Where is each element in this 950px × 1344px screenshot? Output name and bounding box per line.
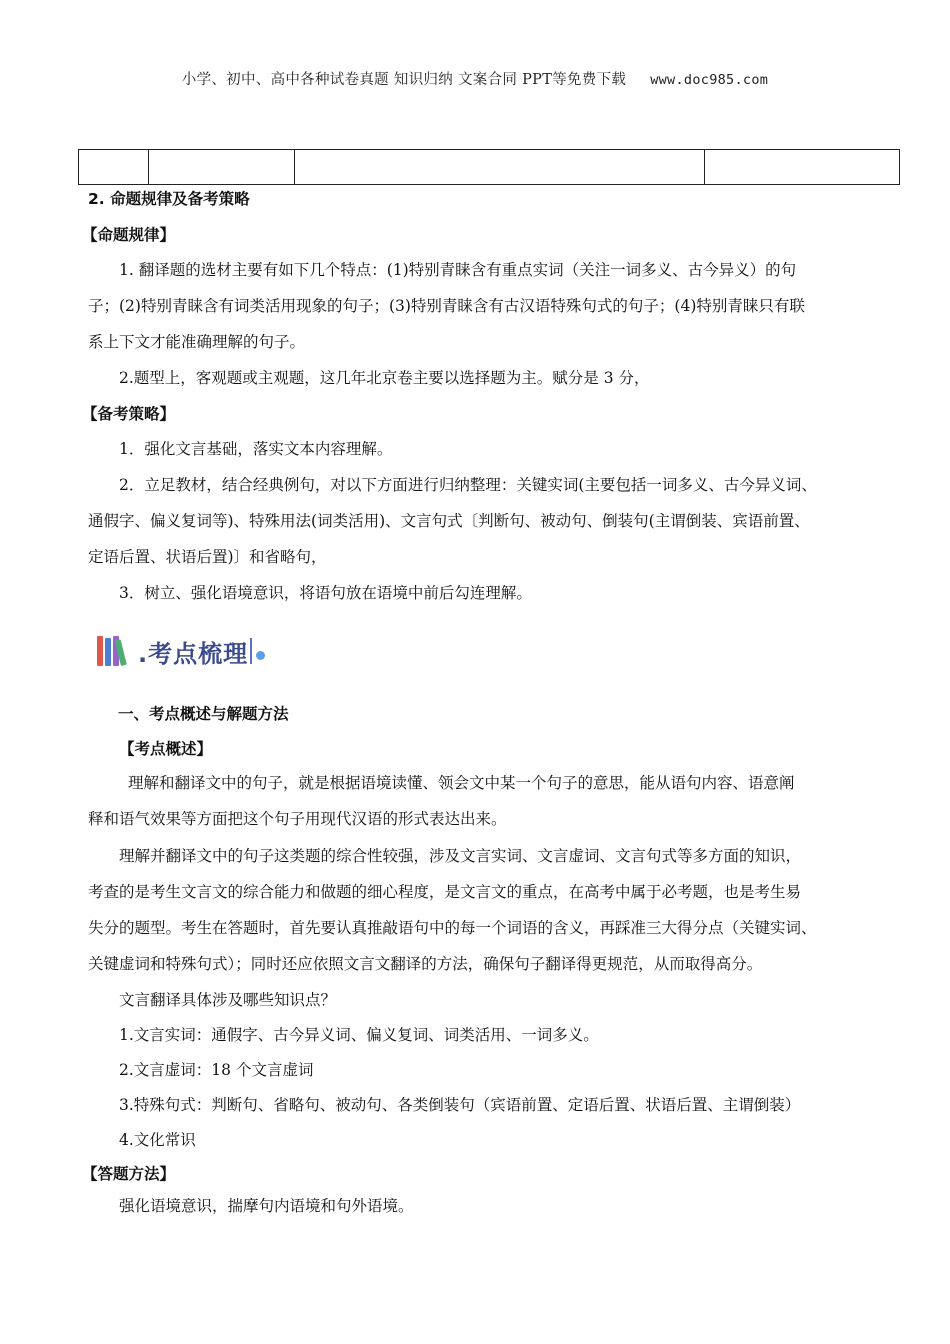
strategy-item-continued: 定语后置、状语后置)〕和省略句， <box>88 548 327 566</box>
overview-paragraph-line: 考查的是考生文言文的综合能力和做题的细心程度，是文言文的重点，在高考中属于必考题，也是考生易 <box>88 883 802 901</box>
question-line: 文言翻译具体涉及哪些知识点？ <box>119 991 337 1009</box>
strategy-label: 【备考策略】 <box>82 405 176 423</box>
overview-paragraph-line: 释和语气效果等方面把这个句子用现代汉语的形式表达出来。 <box>88 810 507 828</box>
part-1-heading: 一、考点概述与解题方法 <box>118 705 289 723</box>
overview-paragraph-line: 理解和翻译文中的句子，就是根据语境读懂、领会文中某一个句子的意思，能从语句内容、语意阐 <box>128 774 795 792</box>
overview-label: 【考点概述】 <box>119 740 213 758</box>
dot-icon <box>256 651 265 660</box>
table-cell <box>149 150 295 185</box>
rules-paragraph-line: 系上下文才能准确理解的句子。 <box>88 333 306 351</box>
books-icon <box>96 634 134 668</box>
strategy-item-continued: 通假字、偏义复词等)、特殊用法(词类活用)、文言句式〔判断句、被动句、倒装句(主谓倒装、宾语前置、 <box>88 512 810 530</box>
cursor-bar <box>250 638 252 664</box>
top-table-fragment <box>78 149 900 185</box>
knowledge-point: 2.文言虚词：18 个文言虚词 <box>119 1061 314 1079</box>
table-cell <box>705 150 900 185</box>
strategy-item: 1．强化文言基础，落实文本内容理解。 <box>119 440 393 458</box>
table-cell <box>295 150 705 185</box>
overview-paragraph-line: 理解并翻译文中的句子这类题的综合性较强，涉及文言实词、文言虚词、文言句式等多方面的知识， <box>119 847 802 865</box>
knowledge-point: 4.文化常识 <box>119 1131 196 1149</box>
overview-paragraph-line: 关键虚词和特殊句式）；同时还应依照文言文翻译的方法，确保句子翻译得更规范，从而取得高分。 <box>88 955 763 973</box>
rules-paragraph-2: 2.题型上，客观题或主观题，这几年北京卷主要以选择题为主。赋分是 3 分， <box>119 369 650 387</box>
overview-paragraph-line: 失分的题型。考生在答题时，首先要认真推敲语句中的每一个词语的含义，再踩准三大得分点（关键实词、 <box>88 919 817 937</box>
header-site: www.doc985.com <box>650 72 769 88</box>
knowledge-point: 1.文言实词：通假字、古今异义词、偏义复词、词类活用、一词多义。 <box>119 1026 599 1044</box>
table-cell <box>79 150 149 185</box>
section-banner <box>96 631 265 671</box>
header-text: 小学、初中、高中各种试卷真题 知识归纳 文案合同 PPT等免费下载 <box>181 72 627 88</box>
knowledge-point: 3.特殊句式：判断句、省略句、被动句、各类倒装句（宾语前置、定语后置、状语后置、主谓倒装） <box>119 1096 801 1114</box>
rules-paragraph-line: 1. 翻译题的选材主要有如下几个特点：(1)特别青睐含有重点实词（关注一词多义、古今异义）的句 <box>119 261 797 279</box>
method-text: 强化语境意识，揣摩句内语境和句外语境。 <box>119 1197 414 1215</box>
section-banner-title: .考点梳理 <box>138 639 249 668</box>
method-label: 【答题方法】 <box>82 1165 176 1183</box>
rules-paragraph-line: 子；(2)特别青睐含有词类活用现象的句子；(3)特别青睐含有古汉语特殊句式的句子；(4)特别青睐只有联 <box>88 297 805 315</box>
strategy-item: 2．立足教材，结合经典例句，对以下方面进行归纳整理：关键实词(主要包括一词多义、古今异义词、 <box>119 476 817 494</box>
rules-label: 【命题规律】 <box>82 226 176 244</box>
strategy-item: 3．树立、强化语境意识，将语句放在语境中前后勾连理解。 <box>119 584 532 602</box>
heading-2: 2. 命题规律及备考策略 <box>88 190 250 208</box>
page-header <box>0 68 950 89</box>
